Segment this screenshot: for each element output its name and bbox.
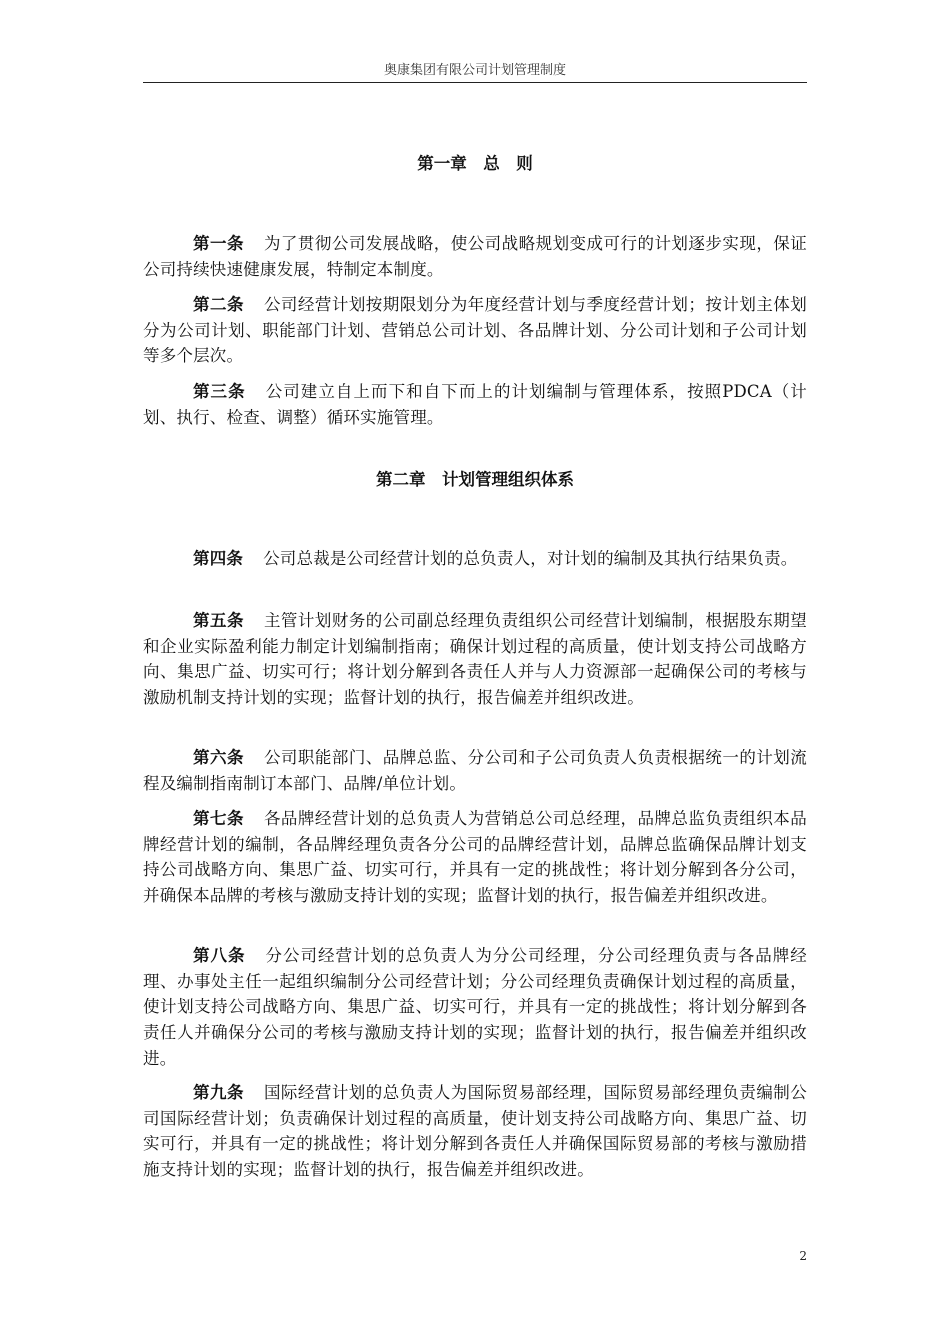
article-text: 为了贯彻公司发展战略，使公司战略规划变成可行的计划逐步实现，保证公司持续快速健康发展，特制定本制度。 [143,234,807,279]
article-label: 第八条 [193,946,246,965]
page-number: 2 [799,1249,807,1263]
article-label: 第三条 [193,382,246,401]
article-text: 国际经营计划的总负责人为国际贸易部经理，国际贸易部经理负责编制公司国际经营计划；负责确保计划过程的高质量，使计划支持公司战略方向、集思广益、切实可行，并具有一定的挑战性；将计划分解到各责任人并确保国际贸易部的考核与激励措施支持计划的实现；监督计划的执行，报告偏差并组织改进。 [143,1083,807,1180]
running-header: 奥康集团有限公司计划管理制度 [383,63,566,78]
article-paragraph [143,1080,807,1183]
article-text: 公司总裁是公司经营计划的总负责人，对计划的编制及其执行结果负责。 [263,549,798,568]
article-label: 第五条 [193,611,244,630]
article-paragraph [143,231,807,282]
article-text: 公司职能部门、品牌总监、分公司和子公司负责人负责根据统一的计划流程及编制指南制订本部门、品牌/单位计划。 [143,748,807,793]
article-paragraph [143,608,807,711]
article-label: 第九条 [193,1083,244,1102]
article-text: 公司经营计划按期限划分为年度经营计划与季度经营计划；按计划主体划分为公司计划、职能部门计划、营销总公司计划、各品牌计划、分公司计划和子公司计划等多个层次。 [143,295,807,366]
article-label: 第一条 [193,234,244,253]
article-label: 第二条 [193,295,244,314]
article-label: 第四条 [193,549,244,568]
article-text: 主管计划财务的公司副总经理负责组织公司经营计划编制，根据股东期望和企业实际盈利能力制定计划编制指南；确保计划过程的高质量，使计划支持公司战略方向、集思广益、切实可行；将计划分解到各责任人并与人力资源部一起确保公司的考核与激励机制支持计划的实现；监督计划的执行，报告偏差并组织改进。 [143,611,807,708]
article-paragraph [143,379,807,430]
article-text: 分公司经营计划的总负责人为分公司经理，分公司经理负责与各品牌经理、办事处主任一起组织编制分公司经营计划；分公司经理负责确保计划过程的高质量，使计划支持公司战略方向、集思广益、切实可行，并具有一定的挑战性；将计划分解到各责任人并确保分公司的考核与激励支持计划的实现；监督计划的执行，报告偏差并组织改进。 [143,946,807,1068]
article-paragraph [143,292,807,369]
article-label: 第六条 [193,748,244,767]
article-text: 各品牌经营计划的总负责人为营销总公司总经理，品牌总监负责组织本品牌经营计划的编制，各品牌经理负责各分公司的品牌经营计划，品牌总监确保品牌计划支持公司战略方向、集思广益、切实可行，并具有一定的挑战性；将计划分解到各分公司，并确保本品牌的考核与激励支持计划的实现；监督计划的执行，报告偏差并组织改进。 [143,809,807,906]
article-paragraph [143,745,807,796]
article-text: 公司建立自上而下和自下而上的计划编制与管理体系，按照PDCA（计划、执行、检查、调整）循环实施管理。 [143,382,807,427]
chapter-title: 第二章 计划管理组织体系 [376,470,574,489]
article-paragraph [143,546,807,572]
article-paragraph [143,806,807,909]
article-label: 第七条 [193,809,244,828]
chapter-title: 第一章 总 则 [417,154,533,173]
header-rule [143,82,807,83]
article-paragraph [143,943,807,1072]
